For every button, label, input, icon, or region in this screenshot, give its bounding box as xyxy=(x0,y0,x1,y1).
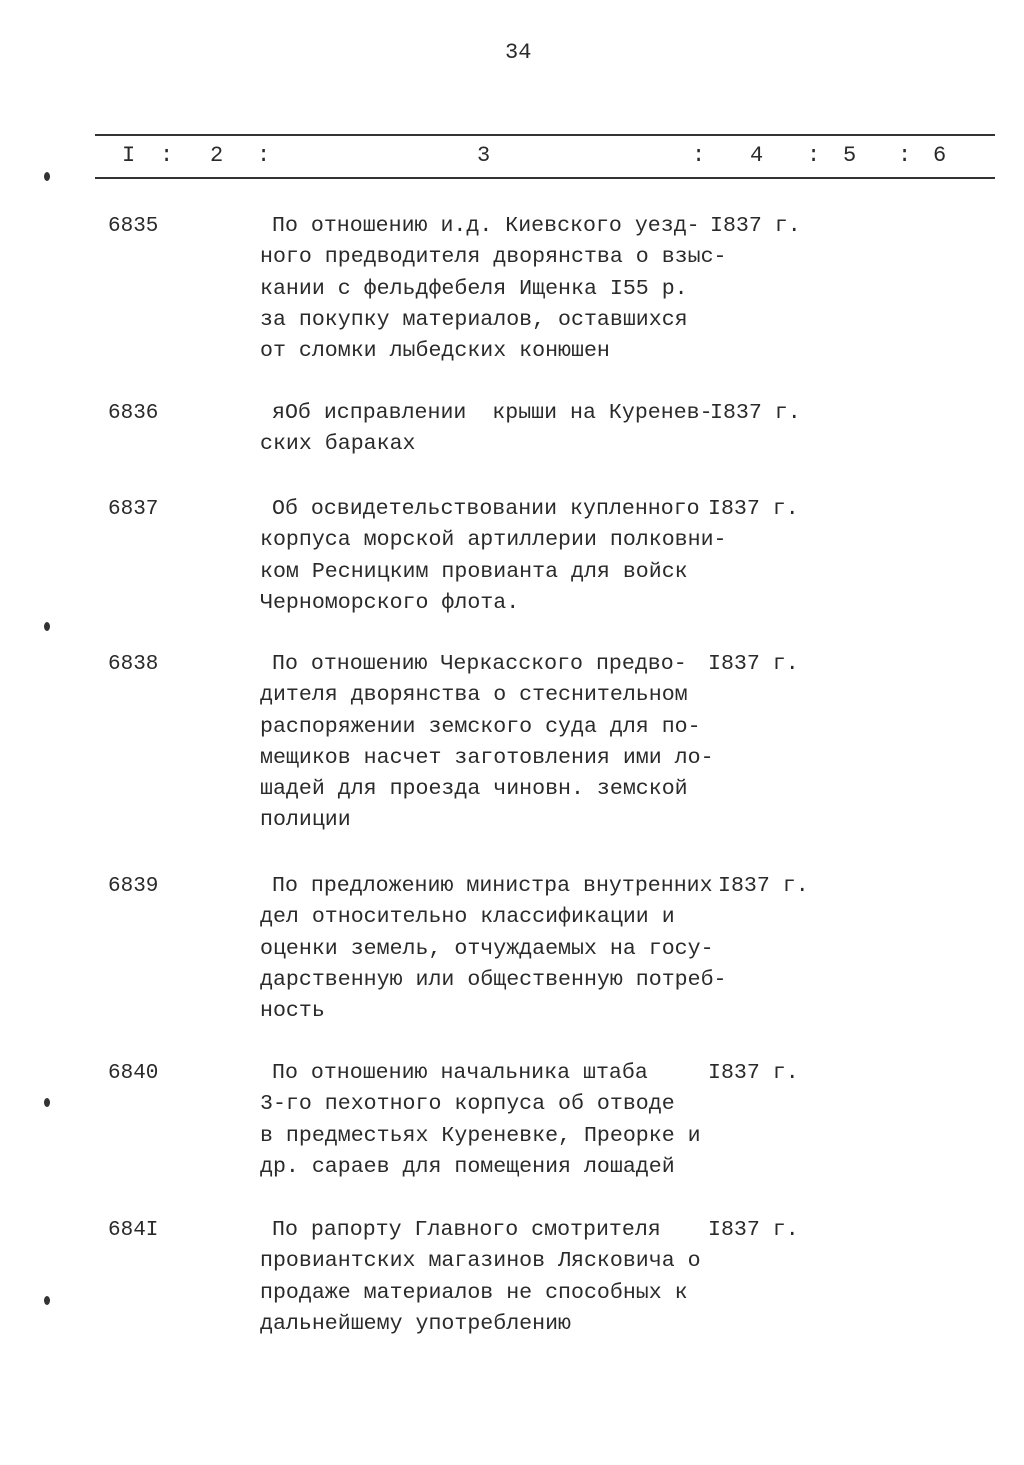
column-header-4: 4 xyxy=(750,143,764,168)
entry-description xyxy=(260,1215,701,1340)
entry-date: I837 г. xyxy=(708,1061,799,1085)
entry-date: I837 г. xyxy=(708,652,799,676)
binding-hole-mark xyxy=(44,622,50,631)
column-separator: : xyxy=(692,143,706,168)
description-line: 3-го пехотного корпуса об отводе xyxy=(260,1092,675,1117)
entry-description xyxy=(260,871,727,1027)
column-separator: : xyxy=(160,143,174,168)
entry-number: 6836 xyxy=(108,402,159,425)
entry-date: I837 г. xyxy=(718,874,809,898)
description-line: По отношению начальника штаба xyxy=(272,1061,648,1085)
description-line: ком Ресницким провианта для войск xyxy=(260,559,688,584)
description-line: за покупку материалов, оставшихся xyxy=(260,307,688,332)
description-line: дарственную или общественную потреб- xyxy=(260,967,727,992)
description-line: распоряжении земского суда для по- xyxy=(260,714,701,739)
column-header-1: I xyxy=(122,143,136,168)
entry-description xyxy=(260,398,713,461)
description-line: оценки земель, отчуждаемых на госу- xyxy=(260,936,714,961)
entry-date: I837 г. xyxy=(710,214,801,238)
entry-number: 6835 xyxy=(108,215,159,238)
description-line: шадей для проезда чиновн. земской xyxy=(260,777,688,802)
description-line: продаже материалов не способных к xyxy=(260,1280,688,1305)
description-line: от сломки лыбедских конюшен xyxy=(260,339,610,364)
description-line: в предместьях Куреневке, Преорке и xyxy=(260,1123,701,1148)
description-line: полиции xyxy=(260,808,351,833)
description-line: ских бараках xyxy=(260,432,416,457)
page-number: 34 xyxy=(505,40,532,65)
entry-date: I837 г. xyxy=(708,497,799,521)
entry-date: I837 г. xyxy=(710,401,801,425)
description-line: дел относительно классификации и xyxy=(260,905,675,930)
entry-description xyxy=(260,1058,701,1183)
entry-number: 684I xyxy=(108,1219,159,1242)
entry-date: I837 г. xyxy=(708,1218,799,1242)
description-line: провиантских магазинов Лясковича о xyxy=(260,1249,701,1274)
description-line: дителя дворянства о стеснительном xyxy=(260,683,688,708)
entry-number: 6837 xyxy=(108,498,159,521)
description-line: По отношению и.д. Киевского уезд- xyxy=(272,214,700,238)
description-line: Черноморского флота. xyxy=(260,590,520,615)
column-header-5: 5 xyxy=(843,143,857,168)
header-top-rule xyxy=(95,134,995,136)
column-separator: : xyxy=(257,143,271,168)
description-line: дальнейшему употреблению xyxy=(260,1311,572,1336)
description-line: Об освидетельствовании купленного xyxy=(272,497,700,521)
column-header-2: 2 xyxy=(210,143,224,168)
description-line: мещиков насчет заготовления ими ло- xyxy=(260,745,714,770)
description-line: По отношению Черкасского предво- xyxy=(272,652,687,676)
entry-description xyxy=(260,649,714,837)
entry-description xyxy=(260,494,727,619)
entry-number: 6840 xyxy=(108,1062,159,1085)
description-line: др. сараев для помещения лошадей xyxy=(260,1154,675,1179)
description-line: По рапорту Главного смотрителя xyxy=(272,1218,661,1242)
entry-description xyxy=(260,211,727,367)
header-bottom-rule xyxy=(95,177,995,179)
entry-number: 6838 xyxy=(108,653,159,676)
column-separator: : xyxy=(898,143,912,168)
description-line: корпуса морской артиллерии полковни- xyxy=(260,528,727,553)
description-line: кании с фельдфебеля Ищенка I55 р. xyxy=(260,276,688,301)
description-line: ность xyxy=(260,999,325,1024)
description-line: По предложению министра внутренних xyxy=(272,874,713,898)
entry-number: 6839 xyxy=(108,875,159,898)
description-line: яОб исправлении крыши на Куренев- xyxy=(272,401,713,425)
column-separator: : xyxy=(807,143,821,168)
binding-hole-mark xyxy=(44,172,50,181)
column-header-3: 3 xyxy=(477,143,491,168)
description-line: ного предводителя дворянства о взыс- xyxy=(260,245,727,270)
binding-hole-mark xyxy=(44,1098,50,1107)
binding-hole-mark xyxy=(44,1296,50,1305)
column-header-6: 6 xyxy=(933,143,947,168)
